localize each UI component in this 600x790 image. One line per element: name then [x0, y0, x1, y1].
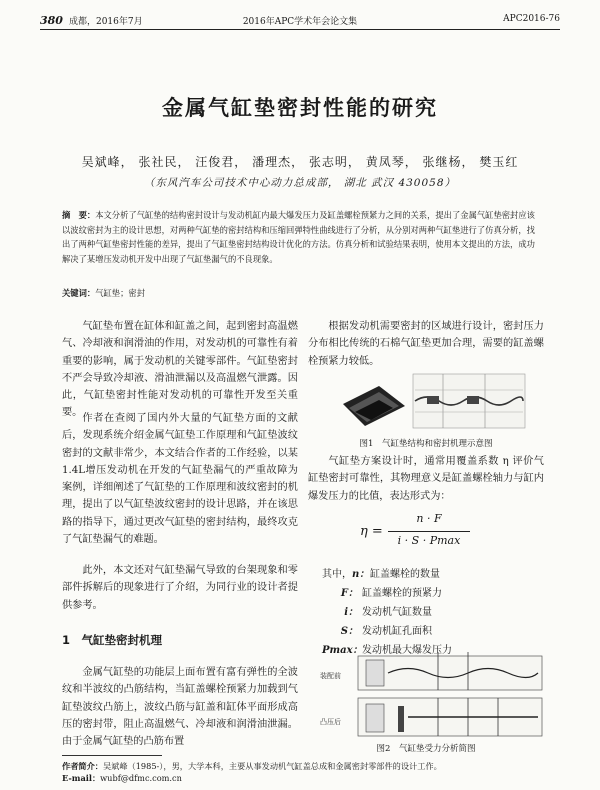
fraction-bar [388, 531, 470, 532]
paragraph-text: 气缸垫布置在缸体和缸盖之间，起到密封高温燃气、冷却液和润滑油的作用，对发动机的可靠性有着重要的影响，属于发动机的关键零部件。气缸垫密封不严会导致冷却液、滑油泄漏以及高温燃气泄露。因此，气缸垫密封性能对发动机的可靠性开发至关重要。 [62, 321, 298, 419]
abstract-label: 摘 要： [62, 210, 96, 220]
where-label: 其中， [322, 569, 352, 580]
figure-2-force-diagram [318, 648, 546, 740]
gasket-3d-illustration [343, 386, 405, 426]
fig2-bottom-panel [358, 698, 542, 736]
keywords [62, 287, 145, 299]
header-center: 2016年APC学术年会论文集 [242, 17, 358, 27]
footnote-line-2 [62, 772, 552, 784]
header-rule [40, 29, 560, 30]
right-paragraph-1 [308, 318, 544, 370]
email-label: E-mail： [62, 773, 101, 783]
abstract-text: 本文分析了气缸垫的结构密封设计与发动机缸内最大爆发压力及缸盖螺栓预紧力之间的关系，提出了金属气缸垫密封应该以波纹密封为主的设计思想，对两种气缸垫的密封结构和压缩回弹特性曲线进行了分析，从分别对两种气缸垫进行了仿真分析，找出了两种气缸垫密封性能的差异，提出了气缸垫密封结构设计优化的方法。仿真分析和试验结果表明，使用本文提出的方法，成功解决了某增压发动机开发中出现了气缸垫漏气的不良现象。 [62, 210, 535, 264]
variable-row [322, 584, 452, 603]
figure-2-caption: 图2 气缸垫受力分析简图 [376, 744, 476, 754]
section-heading: 1 气缸垫密封机理 [62, 633, 163, 647]
footnote-label: 作者简介： [62, 761, 103, 771]
variable-symbol: F： [340, 588, 358, 599]
keywords-label: 关键词： [62, 288, 96, 298]
figure-1-caption: 图1 气缸垫结构和密封机理示意图 [359, 439, 493, 449]
paper-title: 金属气缸垫密封性能的研究 [162, 96, 438, 120]
variable-symbol: n： [352, 569, 370, 580]
variable-row [322, 603, 452, 622]
abstract [62, 208, 538, 266]
variable-symbol: i： [344, 607, 358, 618]
right-paragraph-2 [308, 453, 544, 505]
variable-symbol: S： [340, 626, 358, 637]
formula-lhs: η = [360, 524, 383, 539]
paragraph-text: 作者在查阅了国内外大量的气缸垫方面的文献后，发现系统介绍金属气缸垫工作原理和气缸垫波纹密封的文献非常少，本文结合作者的工作经验，以某1.4L增压发动机在开发的气缸垫漏气的严重故障为案例，详细阐述了气缸垫的工作原理和波纹密封的机理，提出了以气缸垫波纹密封的设计思路，并在该思路的指导下，通过更改气缸垫的密封结构，最终攻克了气缸垫漏气的难题。 [62, 413, 298, 546]
variable-symbol: Pmax： [322, 645, 363, 656]
variable-definitions [322, 565, 452, 660]
keywords-text: 气缸垫；密封 [95, 288, 145, 298]
fig2-label-top: 装配前 [320, 672, 341, 680]
formula-numerator: n · F [416, 512, 442, 525]
left-paragraph-2 [62, 410, 298, 548]
authors: 吴斌峰， 张社民， 汪俊君， 潘理杰， 张志明， 黄凤琴， 张继杨， 樊玉红 [81, 155, 519, 169]
left-paragraph-3 [62, 562, 298, 614]
header-right: APC2016-76 [503, 14, 560, 24]
header-left-info: 成都，2016年7月 [68, 17, 143, 27]
variable-desc: 缸盖螺栓的数量 [370, 569, 440, 580]
footnote-text: 吴斌峰（1985-），男，大学本科，主要从事发动机气缸盖总成和金属密封零部件的设计工作。 [102, 761, 442, 771]
email-address: wubf@dfmc.com.cn [100, 773, 182, 783]
author-footnote [62, 760, 552, 784]
figure-1-gasket-diagram [335, 368, 535, 434]
page-number: 380 [40, 14, 63, 27]
left-paragraph-4 [62, 664, 298, 750]
paragraph-text: 气缸垫方案设计时，通常用覆盖系数 η 评价气缸垫密封可靠性，其物理意义是缸盖螺栓轴力与缸内爆发压力的比值，表达形式为： [308, 456, 544, 502]
fig2-top-panel [358, 652, 542, 690]
affiliation: （东风汽车公司技术中心动力总成部， 湖北 武汉 430058） [143, 177, 457, 189]
paragraph-text: 金属气缸垫的功能层上面布置有富有弹性的全波纹和半波纹的凸筋结构，当缸盖螺栓预紧力加载到气缸垫波纹凸筋上，波纹凸筋与缸盖和缸体平面形成高压的密封带，阻止高温燃气、冷却液和润滑油泄漏。由于金属气缸垫的凸筋布置 [62, 667, 298, 748]
variable-row [322, 565, 452, 584]
formula-denominator: i · S · Pmax [397, 534, 461, 547]
footnote-line-1 [62, 760, 552, 772]
variable-desc: 发动机最大爆发压力 [362, 645, 452, 656]
variable-row [322, 622, 452, 641]
paragraph-text: 此外，本文还对气缸垫漏气导致的台架现象和零部件拆解后的现象进行了介绍，为同行业的设计者提供参考。 [62, 565, 298, 611]
left-paragraph-1 [62, 318, 298, 422]
footnote-rule [62, 755, 162, 756]
paragraph-text: 根据发动机需要密封的区域进行设计，密封压力分布相比传统的石棉气缸垫更加合理，需要的缸盖螺栓预紧力较低。 [308, 321, 544, 367]
variable-desc: 发动机缸孔面积 [362, 626, 432, 637]
cross-section-illustration [413, 374, 525, 428]
fig2-label-bottom: 凸压后 [320, 718, 341, 726]
variable-desc: 发动机气缸数量 [362, 607, 432, 618]
variable-desc: 缸盖螺栓的预紧力 [362, 588, 442, 599]
